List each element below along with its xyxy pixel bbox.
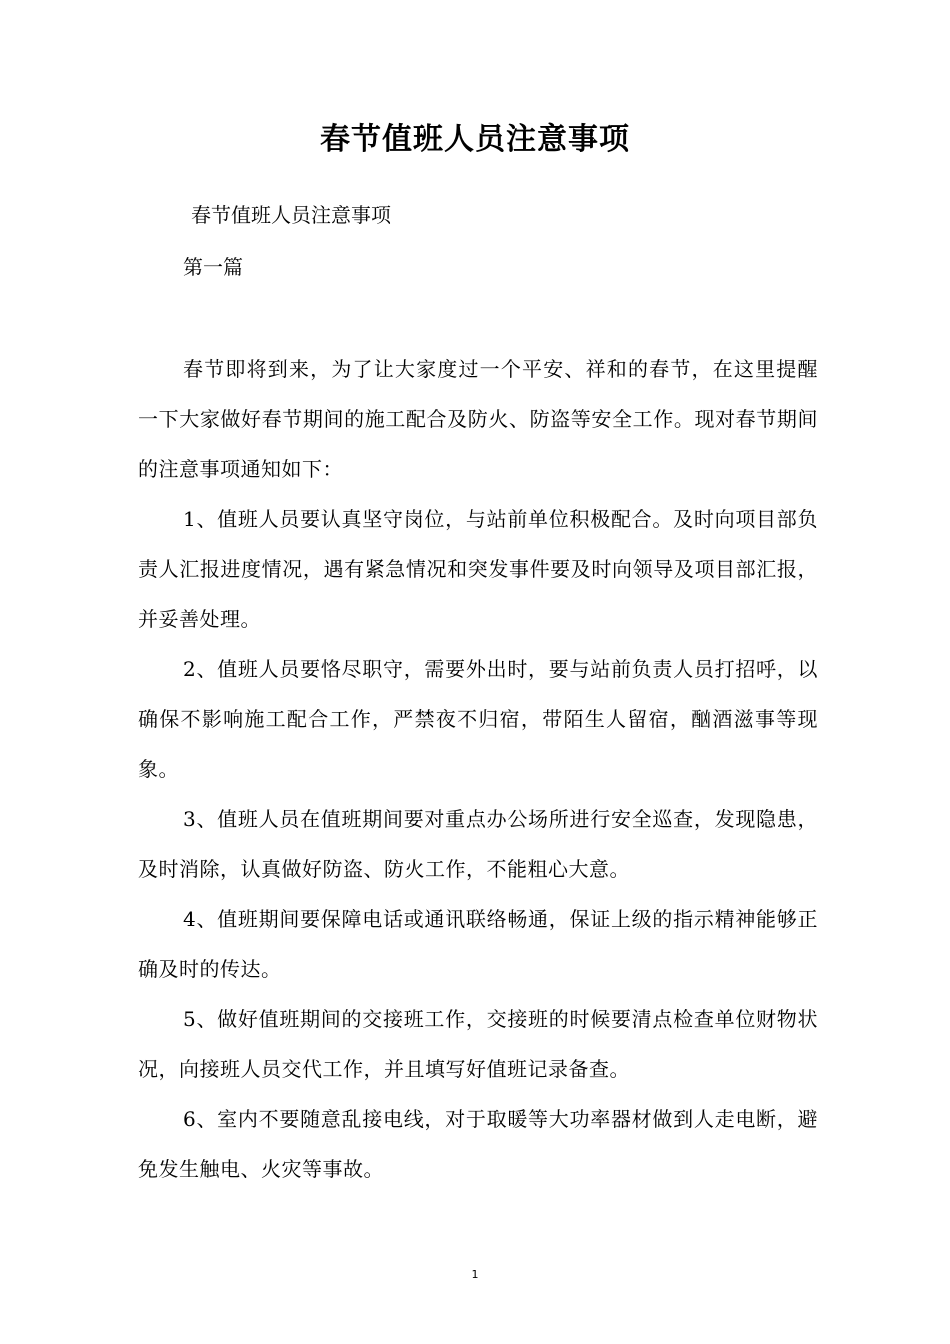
page-number: 1 bbox=[471, 1268, 479, 1281]
item-paragraph-1: 1、值班人员要认真坚守岗位，与站前单位积极配合。及时向项目部负责人汇报进度情况，遇有紧急情况和突发事件要及时向领导及项目部汇报，并妥善处理。 bbox=[138, 507, 818, 631]
document-subtitle: 春节值班人员注意事项 bbox=[191, 203, 391, 227]
item-paragraph-5: 5、做好值班期间的交接班工作，交接班的时候要清点检查单位财物状况，向接班人员交代工作，并且填写好值班记录备查。 bbox=[138, 1007, 818, 1081]
intro-paragraph: 春节即将到来，为了让大家度过一个平安、祥和的春节，在这里提醒一下大家做好春节期间的施工配合及防火、防盗等安全工作。现对春节期间的注意事项通知如下： bbox=[138, 357, 818, 481]
item-paragraph-4: 4、值班期间要保障电话或通讯联络畅通，保证上级的指示精神能够正确及时的传达。 bbox=[138, 907, 818, 981]
item-paragraph-2: 2、值班人员要恪尽职守，需要外出时，要与站前负责人员打招呼，以确保不影响施工配合工作，严禁夜不归宿，带陌生人留宿，酗酒滋事等现象。 bbox=[138, 657, 818, 781]
document-body bbox=[138, 344, 818, 1194]
document-title: 春节值班人员注意事项 bbox=[320, 122, 630, 157]
item-paragraph-3: 3、值班人员在值班期间要对重点办公场所进行安全巡查，发现隐患，及时消除，认真做好防盗、防火工作，不能粗心大意。 bbox=[138, 807, 818, 881]
item-paragraph-6: 6、室内不要随意乱接电线，对于取暖等大功率器材做到人走电断，避免发生触电、火灾等事故。 bbox=[138, 1107, 818, 1181]
section-heading: 第一篇 bbox=[183, 255, 243, 279]
